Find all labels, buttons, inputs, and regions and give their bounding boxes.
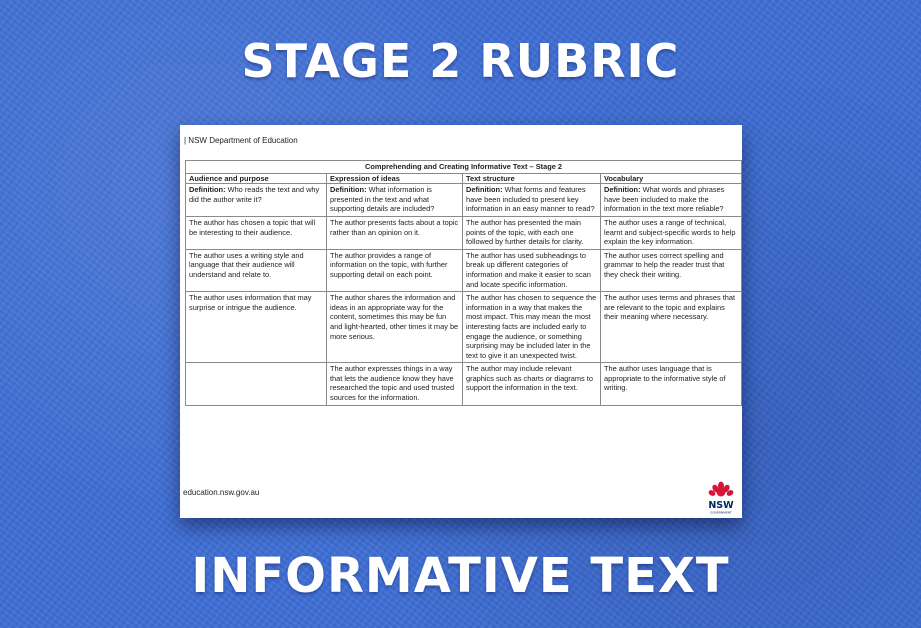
table-cell: The author uses a range of technical, learnt and subject-specific words to help explain the key information. — [601, 216, 742, 249]
column-header-expression: Expression of ideas — [327, 173, 463, 184]
column-header-vocabulary: Vocabulary — [601, 173, 742, 184]
table-cell: The author has chosen to sequence the information in a way that makes the most impact. This may mean the most interesting facts are included early to engage the audience, or something surprising may be included later in the text to give it an unexpected twist. — [463, 292, 601, 363]
definition-text: What words and phrases have been included to make the information in the text more reliable? — [604, 185, 725, 214]
table-row — [186, 249, 742, 291]
table-title-row — [186, 161, 742, 174]
definition-cell — [327, 184, 463, 217]
table-cell: The author provides a range of information on the topic, with further supporting detail on each point. — [327, 249, 463, 291]
headline-informative-text: INFORMATIVE TEXT — [191, 548, 730, 604]
rubric-table — [185, 160, 742, 406]
table-cell: The author has presented the main points of the topic, with each one followed by further details for clarity. — [463, 216, 601, 249]
table-row — [186, 363, 742, 405]
table-cell: The author uses information that may surprise or intrigue the audience. — [186, 292, 327, 363]
definition-label: Definition: — [330, 185, 367, 195]
logo-subtext: GOVERNMENT — [710, 510, 732, 515]
definition-row — [186, 184, 742, 217]
rubric-document — [180, 125, 742, 518]
definition-cell — [601, 184, 742, 217]
definition-text: What forms and features have been included to present key information in an easy manner to read? — [466, 185, 595, 214]
table-row — [186, 292, 742, 363]
table-cell: The author shares the information and ideas in an appropriate way for the content, sometimes this may be fun and light-hearted, other times it may be more serious. — [327, 292, 463, 363]
table-cell: The author has used subheadings to break up different categories of information and make it easier to scan and locate specific information. — [463, 249, 601, 291]
column-header-structure: Text structure — [463, 173, 601, 184]
table-cell: The author has chosen a topic that will be interesting to their audience. — [186, 216, 327, 249]
table-cell: The author uses a writing style and language that their audience will understand and relate to. — [186, 249, 327, 291]
table-cell — [186, 363, 327, 405]
definition-cell — [186, 184, 327, 217]
table-cell: The author presents facts about a topic rather than an opinion on it. — [327, 216, 463, 249]
department-header: | NSW Department of Education — [184, 136, 298, 145]
table-cell: The author may include relevant graphics such as charts or diagrams to support the information in the text. — [463, 363, 601, 405]
definition-text: What information is presented in the text and what supporting details are included? — [330, 185, 435, 214]
table-cell: The author expresses things in a way that lets the audience know they have researched the topic and used trusted sources for the information. — [327, 363, 463, 405]
table-cell: The author uses terms and phrases that are relevant to the topic and explains their meaning where necessary. — [601, 292, 742, 363]
logo-text: NSW — [708, 500, 734, 511]
definition-cell — [463, 184, 601, 217]
definition-label: Definition: — [189, 185, 226, 195]
waratah-logo-icon — [704, 480, 738, 516]
definition-label: Definition: — [466, 185, 503, 195]
table-title: Comprehending and Creating Informative Text – Stage 2 — [186, 161, 742, 174]
column-header-row — [186, 173, 742, 184]
headline-stage-2-rubric: STAGE 2 RUBRIC — [241, 34, 680, 88]
definition-label: Definition: — [604, 185, 641, 195]
footer-url: education.nsw.gov.au — [183, 488, 260, 497]
table-row — [186, 216, 742, 249]
column-header-audience: Audience and purpose — [186, 173, 327, 184]
table-cell: The author uses language that is appropriate to the informative style of writing. — [601, 363, 742, 405]
definition-text: Who reads the text and why did the author write it? — [189, 185, 320, 204]
table-cell: The author uses correct spelling and grammar to help the reader trust that they check their writing. — [601, 249, 742, 291]
